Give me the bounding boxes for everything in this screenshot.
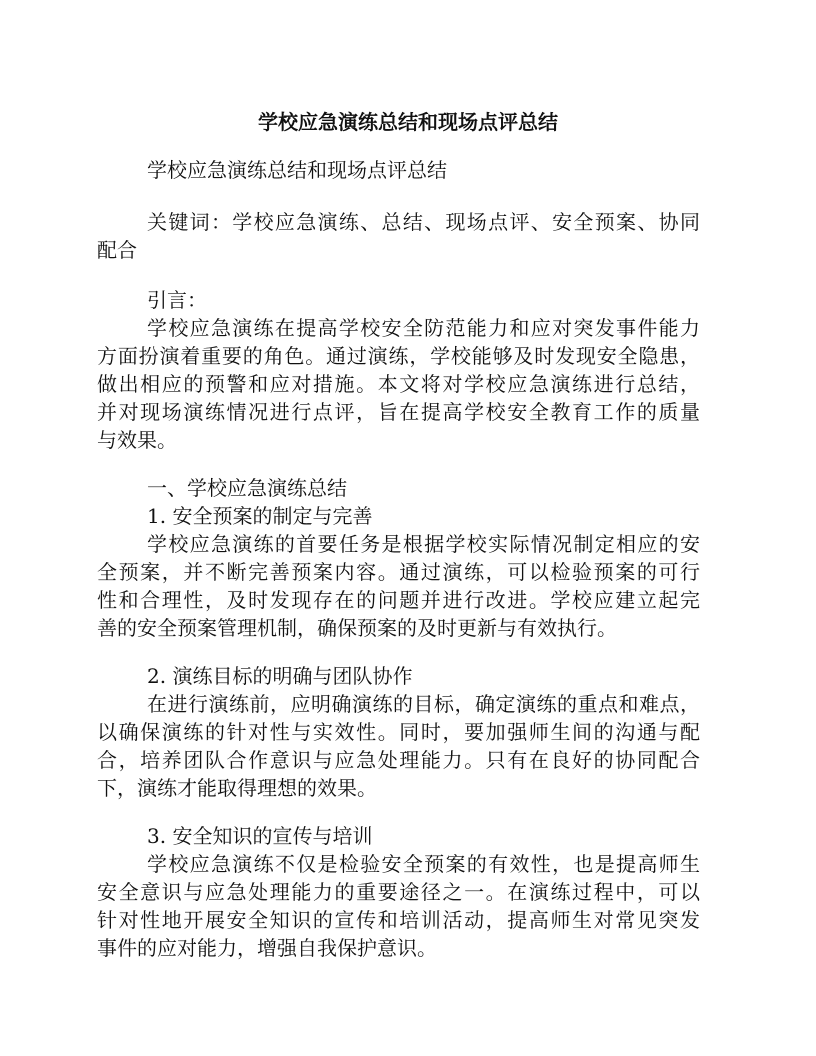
document-title: 学校应急演练总结和现场点评总结 [258,110,558,134]
subsection-heading: 2. 演练目标的明确与团队协作 [147,664,413,688]
paragraph-line: 性和合理性，及时发现存在的问题并进行改进。学校应建立起完 [97,588,700,612]
intro-line: 方面扮演着重要的角色。通过演练，学校能够及时发现安全隐患， [97,344,700,368]
paragraph-line: 下，演练才能取得理想的效果。 [97,776,377,800]
paragraph-line: 事件的应对能力，增强自我保护意识。 [97,936,437,960]
keywords-line: 关键词：学校应急演练、总结、现场点评、安全预案、协同 [147,210,700,234]
intro-line: 与效果。 [97,428,177,452]
intro-line: 做出相应的预警和应对措施。本文将对学校应急演练进行总结， [97,372,700,396]
keywords-line: 配合 [97,238,137,262]
intro-line: 学校应急演练在提高学校安全防范能力和应对突发事件能力 [147,316,700,340]
paragraph-line: 在进行演练前，应明确演练的目标，确定演练的重点和难点， [147,692,700,716]
paragraph-line: 学校应急演练不仅是检验安全预案的有效性，也是提高师生 [147,852,700,876]
intro-line: 并对现场演练情况进行点评，旨在提高学校安全教育工作的质量 [97,400,700,424]
intro-label: 引言： [147,288,207,312]
paragraph-line: 全预案，并不断完善预案内容。通过演练，可以检验预案的可行 [97,560,700,584]
paragraph-line: 善的安全预案管理机制，确保预案的及时更新与有效执行。 [97,616,617,640]
document-subtitle: 学校应急演练总结和现场点评总结 [147,158,447,182]
subsection-heading: 3. 安全知识的宣传与培训 [147,824,373,848]
paragraph-line: 针对性地开展安全知识的宣传和培训活动，提高师生对常见突发 [97,908,700,932]
paragraph-line: 学校应急演练的首要任务是根据学校实际情况制定相应的安 [147,532,700,556]
paragraph-line: 以确保演练的针对性与实效性。同时，要加强师生间的沟通与配 [97,720,700,744]
paragraph-line: 合，培养团队合作意识与应急处理能力。只有在良好的协同配合 [97,748,700,772]
subsection-heading: 1. 安全预案的制定与完善 [147,504,373,528]
section-heading: 一、学校应急演练总结 [147,476,347,500]
paragraph-line: 安全意识与应急处理能力的重要途径之一。在演练过程中，可以 [97,880,700,904]
